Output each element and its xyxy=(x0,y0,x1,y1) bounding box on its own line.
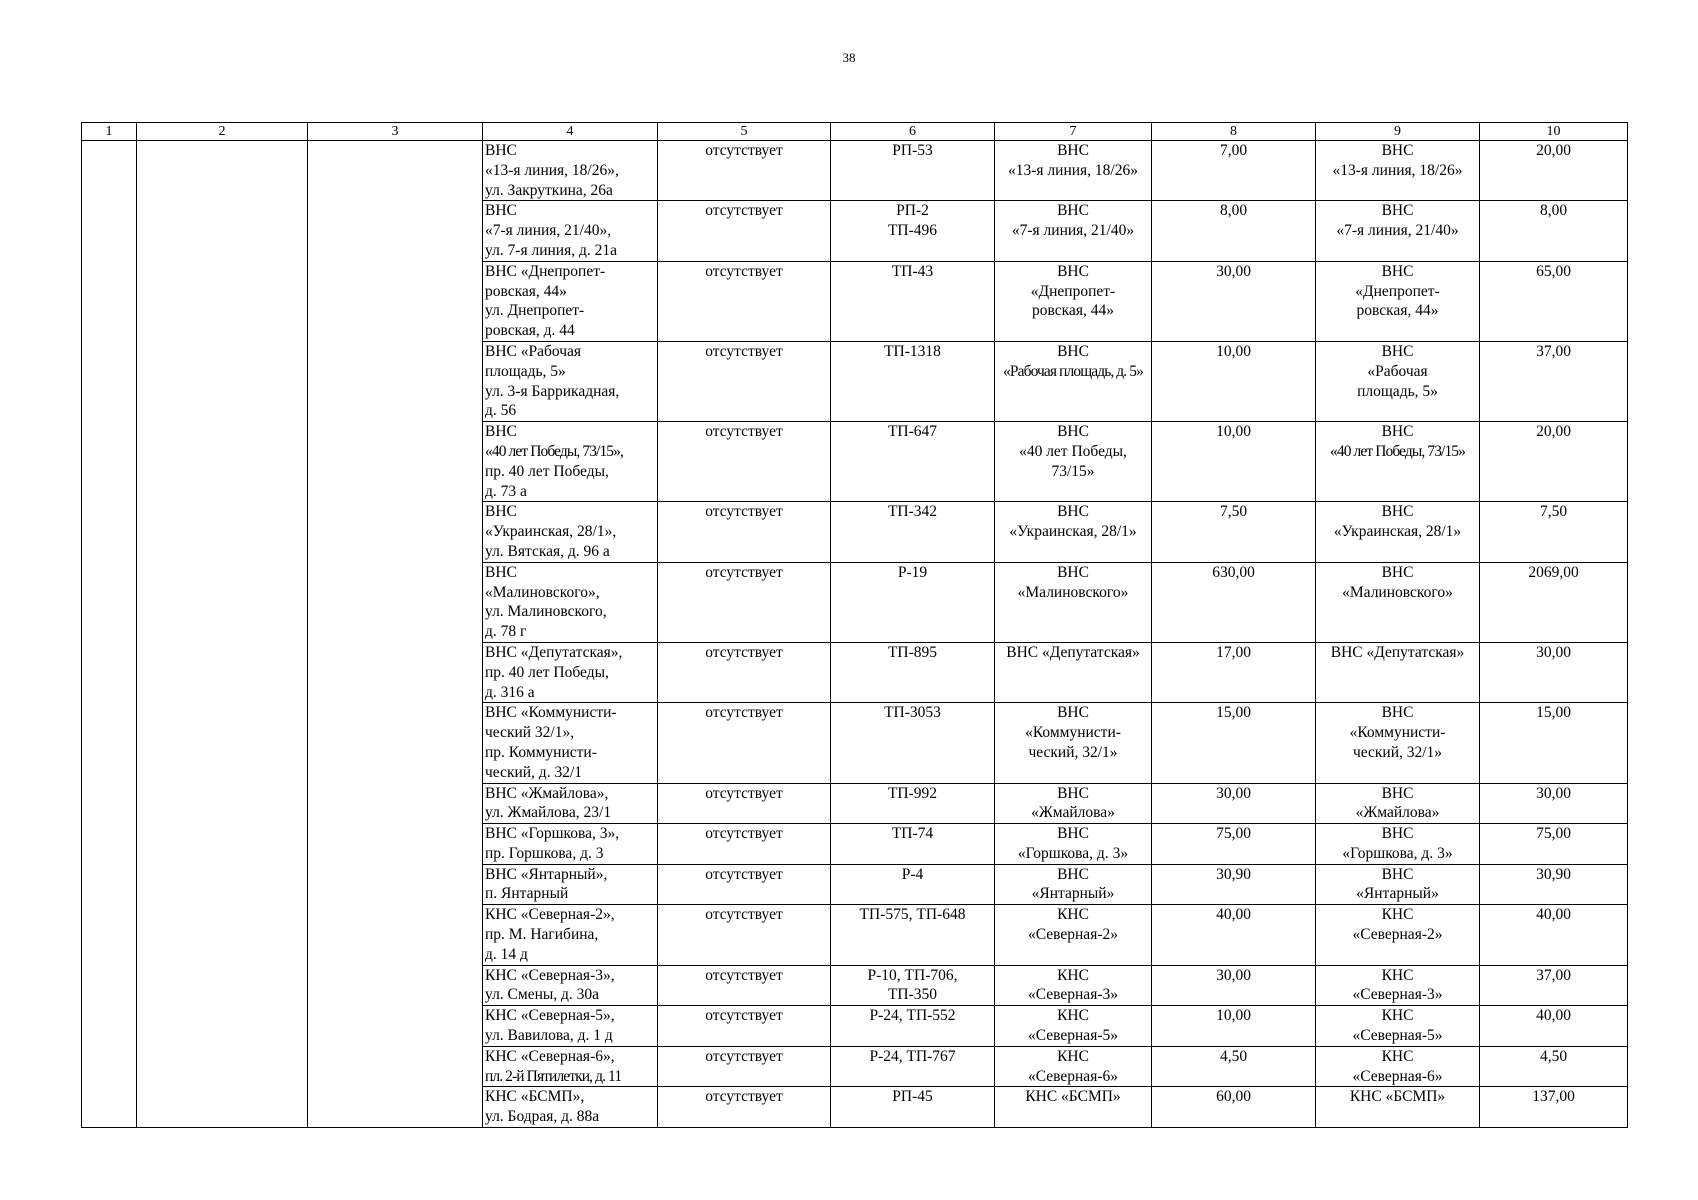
cell-line: ческий, 32/1» xyxy=(1028,743,1118,761)
cell-consumer-b xyxy=(1316,642,1480,702)
cell-value-b: 30,90 xyxy=(1480,864,1628,905)
cell-line: «Днепропет- xyxy=(1355,282,1440,300)
cell-line: д. 73 а xyxy=(485,482,527,500)
cell-col-3 xyxy=(308,141,483,1128)
cell-line: Р-24, ТП-552 xyxy=(869,1007,956,1025)
cell-line: ул. 3-я Баррикадная, xyxy=(485,382,620,400)
cell-value-b: 4,50 xyxy=(1480,1046,1628,1087)
cell-status: отсутствует xyxy=(658,502,831,562)
cell-value-a: 7,00 xyxy=(1152,141,1316,201)
cell-line: пр. Горшкова, д. 3 xyxy=(485,844,604,862)
cell-line: РП-2 xyxy=(896,202,929,220)
facilities-table xyxy=(81,122,1628,1128)
cell-line: д. 316 а xyxy=(485,683,535,701)
cell-consumer-b xyxy=(1316,783,1480,824)
cell-line: Р-4 xyxy=(901,865,924,883)
cell-line: ВНС xyxy=(485,202,517,220)
cell-line: ТП-992 xyxy=(887,784,938,802)
column-header: 7 xyxy=(995,123,1152,141)
cell-line: КНС xyxy=(1057,1007,1089,1025)
cell-value-b: 40,00 xyxy=(1480,905,1628,965)
cell-line: ТП-74 xyxy=(891,825,934,843)
cell-status: отсутствует xyxy=(658,1087,831,1128)
cell-object xyxy=(483,824,658,865)
cell-line: ВНС xyxy=(1381,142,1414,159)
cell-object xyxy=(483,1087,658,1128)
cell-line: ВНС xyxy=(1381,202,1414,220)
cell-line: ВНС xyxy=(1057,865,1089,883)
cell-line: пр. М. Нагибина, xyxy=(485,926,599,944)
cell-line: пр. 40 лет Победы, xyxy=(485,462,609,480)
column-header: 1 xyxy=(82,123,137,141)
cell-consumer-b xyxy=(1316,261,1480,341)
cell-line: ул. Бодрая, д. 88а xyxy=(485,1108,600,1126)
cell-line: ТП-43 xyxy=(891,262,934,280)
cell-consumer-b xyxy=(1316,965,1480,1006)
cell-line: «40 лет Победы, 73/15», xyxy=(485,442,623,460)
cell-line: д. 78 г xyxy=(485,623,527,641)
cell-value-a: 30,90 xyxy=(1152,864,1316,905)
cell-object xyxy=(483,965,658,1006)
cell-line: «Малиновского», xyxy=(485,583,600,601)
cell-line: «Украинская, 28/1», xyxy=(485,523,617,541)
cell-consumer-b xyxy=(1316,1046,1480,1087)
cell-status: отсутствует xyxy=(658,905,831,965)
cell-line: ТП-342 xyxy=(887,503,938,521)
cell-consumer xyxy=(995,502,1152,562)
cell-value-b: 40,00 xyxy=(1480,1006,1628,1047)
cell-substation xyxy=(831,341,995,421)
cell-line: «Северная-3» xyxy=(1028,986,1118,1004)
cell-line: «13-я линия, 18/26» xyxy=(1008,161,1138,179)
cell-value-b: 137,00 xyxy=(1480,1087,1628,1128)
cell-object xyxy=(483,422,658,502)
cell-line: ВНС «Жмайлова», xyxy=(485,784,609,802)
cell-col-1 xyxy=(82,141,137,1128)
cell-line: д. 14 д xyxy=(485,945,528,963)
cell-substation xyxy=(831,965,995,1006)
cell-line: ВНС «Депутатская», xyxy=(485,643,623,661)
cell-line: «Рабочая площадь, д. 5» xyxy=(1003,362,1143,380)
cell-line: ВНС xyxy=(1057,262,1089,280)
cell-status: отсутствует xyxy=(658,1006,831,1047)
cell-line: «Северная-6» xyxy=(1028,1067,1118,1085)
cell-line: КНС xyxy=(1381,1047,1414,1065)
cell-consumer xyxy=(995,864,1152,905)
cell-object xyxy=(483,703,658,783)
cell-line: ВНС «Депутатская» xyxy=(1006,643,1140,661)
cell-value-a: 75,00 xyxy=(1152,824,1316,865)
cell-line: ВНС xyxy=(1057,503,1089,521)
cell-line: КНС «Северная-3», xyxy=(485,966,615,984)
cell-line: Р-24, ТП-767 xyxy=(869,1047,956,1065)
cell-line: РП-45 xyxy=(892,1088,933,1106)
cell-line: «Украинская, 28/1» xyxy=(1009,523,1137,541)
cell-line: «Северная-6» xyxy=(1352,1067,1443,1085)
cell-line: «Северная-5» xyxy=(1028,1027,1118,1045)
cell-value-a: 30,00 xyxy=(1152,965,1316,1006)
cell-line: ВНС xyxy=(1381,825,1414,843)
cell-line: ТП-350 xyxy=(887,986,938,1004)
cell-line: ВНС xyxy=(485,423,517,441)
cell-status: отсутствует xyxy=(658,422,831,502)
cell-line: ТП-1318 xyxy=(884,342,941,360)
cell-line: КНС xyxy=(1057,966,1089,984)
cell-line: 73/15» xyxy=(1051,462,1095,480)
cell-line: ВНС xyxy=(1057,142,1089,159)
cell-substation xyxy=(831,562,995,642)
cell-line: ТП-3053 xyxy=(884,704,941,722)
cell-line: «13-я линия, 18/26» xyxy=(1332,161,1463,179)
cell-line: КНС xyxy=(1381,966,1414,984)
cell-line: ВНС xyxy=(1057,704,1089,722)
cell-object xyxy=(483,261,658,341)
cell-line: ул. Смены, д. 30а xyxy=(485,986,600,1004)
cell-consumer xyxy=(995,1046,1152,1087)
cell-value-b: 2069,00 xyxy=(1480,562,1628,642)
cell-line: «Коммунисти- xyxy=(1025,724,1121,742)
cell-value-a: 15,00 xyxy=(1152,703,1316,783)
cell-line: ТП-895 xyxy=(887,643,938,661)
cell-line: площадь, 5» xyxy=(1357,382,1438,400)
cell-line: пр. Коммунисти- xyxy=(485,743,597,761)
cell-object xyxy=(483,1006,658,1047)
cell-line: ческий 32/1», xyxy=(485,724,575,742)
cell-line: пл. 2-й Пятилетки, д. 11 xyxy=(485,1067,622,1085)
cell-line: «13-я линия, 18/26», xyxy=(485,161,619,179)
cell-consumer-b xyxy=(1316,864,1480,905)
cell-consumer xyxy=(995,201,1152,261)
cell-value-a: 60,00 xyxy=(1152,1087,1316,1128)
cell-substation xyxy=(831,422,995,502)
cell-line: д. 56 xyxy=(485,402,517,420)
cell-line: ВНС xyxy=(485,142,517,159)
page-number: 38 xyxy=(842,50,856,65)
cell-line: «Янтарный» xyxy=(1031,885,1115,903)
cell-value-a: 17,00 xyxy=(1152,642,1316,702)
header-row xyxy=(82,123,1628,141)
cell-consumer-b xyxy=(1316,1087,1480,1128)
cell-substation xyxy=(831,783,995,824)
cell-status: отсутствует xyxy=(658,141,831,201)
cell-value-a: 10,00 xyxy=(1152,341,1316,421)
cell-value-a: 30,00 xyxy=(1152,261,1316,341)
cell-status: отсутствует xyxy=(658,341,831,421)
cell-line: КНС xyxy=(1057,1047,1089,1065)
table-row xyxy=(82,141,1628,201)
cell-consumer-b xyxy=(1316,905,1480,965)
cell-consumer-b xyxy=(1316,562,1480,642)
cell-line: «7-я линия, 21/40» xyxy=(1336,222,1459,240)
cell-line: ВНС «Коммунисти- xyxy=(485,704,617,722)
cell-value-a: 8,00 xyxy=(1152,201,1316,261)
cell-line: ВНС xyxy=(1381,865,1414,883)
cell-line: КНС «Северная-6», xyxy=(485,1047,615,1065)
cell-line: ул. Жмайлова, 23/1 xyxy=(485,804,612,822)
cell-line: ул. Закруткина, 26а xyxy=(485,181,613,199)
cell-line: «Горшкова, д. 3» xyxy=(1017,844,1129,862)
cell-line: пр. 40 лет Победы, xyxy=(485,663,609,681)
cell-line: «7-я линия, 21/40» xyxy=(1011,222,1135,240)
cell-line: ВНС «Янтарный», xyxy=(485,865,608,883)
cell-substation xyxy=(831,703,995,783)
cell-line: РП-53 xyxy=(892,142,933,159)
column-header: 4 xyxy=(483,123,658,141)
cell-consumer-b xyxy=(1316,1006,1480,1047)
cell-line: площадь, 5» xyxy=(485,362,566,380)
cell-line: «7-я линия, 21/40», xyxy=(485,222,612,240)
cell-line: ВНС xyxy=(1381,262,1414,280)
column-header: 2 xyxy=(137,123,308,141)
cell-status: отсутствует xyxy=(658,864,831,905)
cell-line: ВНС xyxy=(1057,342,1089,360)
cell-line: ВНС xyxy=(1057,784,1089,802)
cell-line: ВНС xyxy=(1057,563,1089,581)
cell-consumer-b xyxy=(1316,824,1480,865)
cell-line: ВНС xyxy=(485,563,517,581)
cell-line: «40 лет Победы, 73/15» xyxy=(1330,442,1465,460)
cell-value-b: 37,00 xyxy=(1480,965,1628,1006)
cell-col-2 xyxy=(137,141,308,1128)
cell-value-a: 40,00 xyxy=(1152,905,1316,965)
column-header: 6 xyxy=(831,123,995,141)
cell-value-b: 37,00 xyxy=(1480,341,1628,421)
cell-status: отсутствует xyxy=(658,1046,831,1087)
column-header: 10 xyxy=(1480,123,1628,141)
cell-status: отсутствует xyxy=(658,261,831,341)
cell-line: КНС «БСМП» xyxy=(1025,1088,1121,1106)
cell-value-b: 7,50 xyxy=(1480,502,1628,562)
cell-substation xyxy=(831,141,995,201)
cell-line: «Малиновского» xyxy=(1017,583,1129,601)
cell-line: ВНС xyxy=(1381,784,1414,802)
cell-substation xyxy=(831,864,995,905)
cell-value-b: 30,00 xyxy=(1480,642,1628,702)
cell-value-a: 4,50 xyxy=(1152,1046,1316,1087)
cell-line: ТП-496 xyxy=(887,222,938,240)
cell-line: ВНС «Депутатская» xyxy=(1330,643,1465,661)
cell-line: ровская, 44» xyxy=(485,282,567,300)
cell-line: «Северная-5» xyxy=(1352,1027,1443,1045)
cell-object xyxy=(483,141,658,201)
cell-substation xyxy=(831,261,995,341)
cell-status: отсутствует xyxy=(658,965,831,1006)
cell-line: «Днепропет- xyxy=(1030,282,1116,300)
cell-line: ул. Вятская, д. 96 а xyxy=(485,542,610,560)
cell-line: ВНС xyxy=(1381,423,1414,441)
cell-value-b: 65,00 xyxy=(1480,261,1628,341)
cell-line: ТП-575, ТП-648 xyxy=(859,906,966,924)
cell-consumer xyxy=(995,1087,1152,1128)
cell-consumer xyxy=(995,261,1152,341)
cell-substation xyxy=(831,905,995,965)
cell-line: ул. Днепропет- xyxy=(485,302,585,320)
cell-line: «Северная-2» xyxy=(1352,926,1443,944)
cell-line: КНС «БСМП» xyxy=(1349,1088,1446,1106)
cell-line: ВНС xyxy=(1381,503,1414,521)
cell-line: «Украинская, 28/1» xyxy=(1333,523,1462,541)
cell-status: отсутствует xyxy=(658,783,831,824)
cell-value-b: 15,00 xyxy=(1480,703,1628,783)
cell-substation xyxy=(831,502,995,562)
cell-line: ВНС «Днепропет- xyxy=(485,262,606,280)
cell-line: ВНС xyxy=(1381,704,1414,722)
cell-consumer xyxy=(995,141,1152,201)
cell-consumer-b xyxy=(1316,422,1480,502)
cell-consumer xyxy=(995,965,1152,1006)
cell-value-b: 20,00 xyxy=(1480,422,1628,502)
cell-status: отсутствует xyxy=(658,642,831,702)
column-header: 5 xyxy=(658,123,831,141)
cell-substation xyxy=(831,1046,995,1087)
cell-consumer-b xyxy=(1316,141,1480,201)
cell-line: КНС xyxy=(1381,906,1414,924)
cell-consumer-b xyxy=(1316,341,1480,421)
cell-line: ровская, д. 44 xyxy=(485,322,575,340)
cell-value-b: 30,00 xyxy=(1480,783,1628,824)
cell-line: «Коммунисти- xyxy=(1349,724,1446,742)
column-header: 8 xyxy=(1152,123,1316,141)
cell-line: ровская, 44» xyxy=(1032,302,1114,320)
cell-status: отсутствует xyxy=(658,824,831,865)
cell-line: ул. 7-я линия, д. 21а xyxy=(485,241,617,259)
cell-line: ВНС xyxy=(1381,563,1414,581)
cell-substation xyxy=(831,1087,995,1128)
cell-line: ул. Вавилова, д. 1 д xyxy=(485,1027,613,1045)
cell-substation xyxy=(831,201,995,261)
cell-object xyxy=(483,341,658,421)
cell-consumer xyxy=(995,562,1152,642)
cell-object xyxy=(483,864,658,905)
cell-object xyxy=(483,562,658,642)
cell-line: ВНС xyxy=(1057,423,1089,441)
cell-line: ческий, д. 32/1 xyxy=(485,763,583,781)
cell-consumer-b xyxy=(1316,703,1480,783)
cell-status: отсутствует xyxy=(658,201,831,261)
cell-value-b: 75,00 xyxy=(1480,824,1628,865)
cell-line: Р-10, ТП-706, xyxy=(867,966,958,984)
cell-value-a: 30,00 xyxy=(1152,783,1316,824)
cell-line: КНС xyxy=(1381,1007,1414,1025)
cell-line: ВНС xyxy=(1381,342,1414,360)
cell-line: ВНС xyxy=(1057,202,1089,220)
cell-consumer-b xyxy=(1316,502,1480,562)
cell-line: ВНС «Рабочая xyxy=(485,342,582,360)
cell-value-a: 7,50 xyxy=(1152,502,1316,562)
cell-line: «Рабочая xyxy=(1367,362,1428,380)
cell-value-b: 8,00 xyxy=(1480,201,1628,261)
cell-consumer xyxy=(995,824,1152,865)
cell-line: «Горшкова, д. 3» xyxy=(1342,844,1453,862)
cell-line: КНС «БСМП», xyxy=(485,1088,585,1106)
cell-substation xyxy=(831,824,995,865)
cell-line: ВНС «Горшкова, 3», xyxy=(485,825,620,843)
cell-consumer xyxy=(995,905,1152,965)
cell-value-a: 630,00 xyxy=(1152,562,1316,642)
cell-substation xyxy=(831,642,995,702)
cell-substation xyxy=(831,1006,995,1047)
table-body xyxy=(82,141,1628,1128)
cell-object xyxy=(483,1046,658,1087)
cell-line: ческий, 32/1» xyxy=(1352,743,1443,761)
cell-object xyxy=(483,642,658,702)
cell-consumer xyxy=(995,1006,1152,1047)
cell-line: КНС «Северная-5», xyxy=(485,1007,615,1025)
cell-line: ТП-647 xyxy=(887,423,938,441)
cell-consumer-b xyxy=(1316,201,1480,261)
column-header: 9 xyxy=(1316,123,1480,141)
cell-line: КНС xyxy=(1057,906,1089,924)
cell-line: «Северная-3» xyxy=(1352,986,1443,1004)
cell-line: Р-19 xyxy=(897,563,928,581)
cell-line: «40 лет Победы, xyxy=(1019,442,1127,460)
cell-object xyxy=(483,905,658,965)
cell-line: «Жмайлова» xyxy=(1031,804,1115,822)
cell-value-b: 20,00 xyxy=(1480,141,1628,201)
cell-status: отсутствует xyxy=(658,703,831,783)
cell-line: «Северная-2» xyxy=(1028,926,1118,944)
cell-line: «Малиновского» xyxy=(1342,583,1453,601)
cell-object xyxy=(483,502,658,562)
cell-value-a: 10,00 xyxy=(1152,422,1316,502)
cell-line: «Янтарный» xyxy=(1356,885,1439,903)
cell-line: ровская, 44» xyxy=(1356,302,1439,320)
cell-line: ВНС xyxy=(1057,825,1089,843)
cell-line: п. Янтарный xyxy=(485,885,569,903)
cell-consumer xyxy=(995,703,1152,783)
cell-object xyxy=(483,201,658,261)
cell-line: ул. Малиновского, xyxy=(485,603,607,621)
column-header: 3 xyxy=(308,123,483,141)
cell-object xyxy=(483,783,658,824)
cell-value-a: 10,00 xyxy=(1152,1006,1316,1047)
cell-consumer xyxy=(995,783,1152,824)
cell-consumer xyxy=(995,422,1152,502)
cell-consumer xyxy=(995,642,1152,702)
cell-line: «Жмайлова» xyxy=(1355,804,1440,822)
cell-consumer xyxy=(995,341,1152,421)
cell-line: ВНС xyxy=(485,503,517,521)
cell-line: КНС «Северная-2», xyxy=(485,906,615,924)
cell-status: отсутствует xyxy=(658,562,831,642)
